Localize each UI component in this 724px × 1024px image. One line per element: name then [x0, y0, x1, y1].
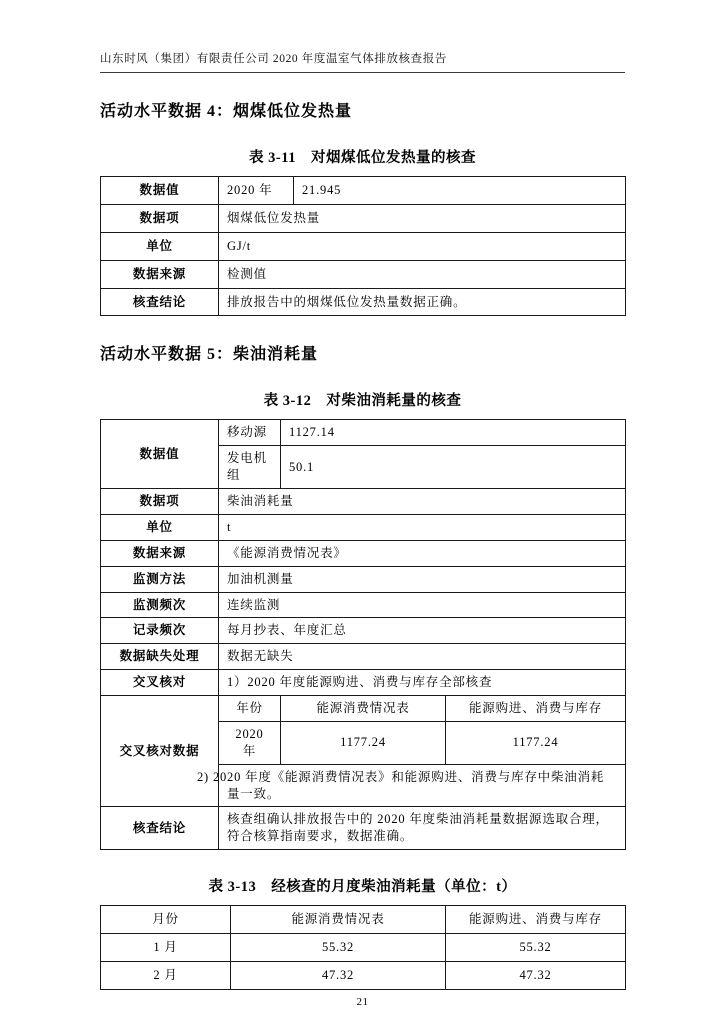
table-row	[101, 618, 626, 644]
row-label-cell: 单位	[101, 232, 219, 260]
table-3-12	[100, 419, 626, 850]
table-row	[101, 204, 626, 232]
conclusion-cell: 核查组确认排放报告中的 2020 年度柴油消耗量数据源选取合理，符合核算指南要求，数据准确。	[219, 807, 626, 850]
report-header: 山东时风（集团）有限责任公司 2020 年度温室气体排放核查报告	[100, 50, 625, 73]
column-header-cell: 月份	[101, 906, 231, 934]
table-row	[101, 177, 626, 205]
value-cell: 连续监测	[219, 592, 626, 618]
table-row	[101, 592, 626, 618]
table-row	[101, 670, 626, 696]
value-cell: GJ/t	[219, 232, 626, 260]
column-header-cell: 能源购进、消费与库存	[446, 906, 626, 934]
value-cell: 加油机测量	[219, 566, 626, 592]
value-cell: 每月抄表、年度汇总	[219, 618, 626, 644]
row-label-cell: 数据项	[101, 204, 219, 232]
table-row	[101, 288, 626, 316]
column-header-cell: 年份	[219, 696, 281, 722]
value-cell: 1177.24	[446, 721, 626, 764]
row-label-cell: 交叉核对数据	[101, 696, 219, 807]
column-header-cell: 能源消费情况表	[231, 906, 446, 934]
month-cell: 2 月	[101, 961, 231, 989]
header-row	[101, 906, 626, 934]
row-label-cell: 数据缺失处理	[101, 644, 219, 670]
table-3-11-caption: 表 3-11 对烟煤低位发热量的核查	[249, 150, 476, 166]
value-cell: 21.945	[294, 177, 626, 205]
table-row	[101, 934, 626, 962]
value-cell: 1）2020 年度能源购进、消费与库存全部核查	[219, 670, 626, 696]
table-row	[101, 420, 626, 446]
table-row	[101, 961, 626, 989]
value-cell: 1177.24	[281, 721, 446, 764]
table-row	[101, 232, 626, 260]
table-row	[101, 260, 626, 288]
row-label-cell: 数据值	[101, 420, 219, 489]
table-row	[101, 514, 626, 540]
row-label-cell: 监测频次	[101, 592, 219, 618]
source-name-cell: 发电机组	[219, 446, 281, 489]
table-3-13-caption: 表 3-13 经核查的月度柴油消耗量（单位：t）	[208, 879, 517, 896]
source-name-cell: 移动源	[219, 420, 281, 446]
value-cell: 数据无缺失	[219, 644, 626, 670]
row-label-cell: 数据值	[101, 177, 219, 205]
column-header-cell: 能源购进、消费与库存	[446, 696, 626, 722]
section-4-heading: 活动水平数据 4：烟煤低位发热量	[100, 103, 353, 120]
value-cell: t	[219, 514, 626, 540]
value-cell: 《能源消费情况表》	[219, 540, 626, 566]
page-number: 21	[356, 995, 369, 1008]
row-label-cell: 记录频次	[101, 618, 219, 644]
value-cell: 排放报告中的烟煤低位发热量数据正确。	[219, 288, 626, 316]
row-label-cell: 交叉核对	[101, 670, 219, 696]
cross-check-header-row	[101, 696, 626, 722]
table-row	[101, 489, 626, 515]
year-cell: 2020 年	[219, 177, 294, 205]
table-row	[101, 540, 626, 566]
value-cell: 1127.14	[281, 420, 626, 446]
value-cell: 47.32	[446, 961, 626, 989]
table-3-12-caption: 表 3-12 对柴油消耗量的核查	[263, 393, 462, 410]
value-cell: 检测值	[219, 260, 626, 288]
section-5-heading: 活动水平数据 5：柴油消耗量	[100, 346, 319, 364]
table-3-11	[100, 176, 626, 316]
value-cell: 柴油消耗量	[219, 489, 626, 515]
row-label-cell: 数据项	[101, 489, 219, 515]
value-cell: 55.32	[231, 934, 446, 962]
month-cell: 1 月	[101, 934, 231, 962]
conclusion-row	[101, 807, 626, 850]
table-3-13	[100, 905, 626, 990]
value-cell: 47.32	[231, 961, 446, 989]
note-cell: 2) 2020 年度《能源消费情况表》和能源购进、消费与库存中柴油消耗量一致。	[219, 764, 626, 807]
row-label-cell: 数据来源	[101, 540, 219, 566]
row-label-cell: 单位	[101, 514, 219, 540]
row-label-cell: 监测方法	[101, 566, 219, 592]
value-cell: 50.1	[281, 446, 626, 489]
row-label-cell: 数据来源	[101, 260, 219, 288]
row-label-cell: 核查结论	[101, 807, 219, 850]
table-row	[101, 566, 626, 592]
column-header-cell: 能源消费情况表	[281, 696, 446, 722]
table-row	[101, 644, 626, 670]
value-cell: 烟煤低位发热量	[219, 204, 626, 232]
row-label-cell: 核查结论	[101, 288, 219, 316]
year-cell: 2020 年	[219, 721, 281, 764]
value-cell: 55.32	[446, 934, 626, 962]
